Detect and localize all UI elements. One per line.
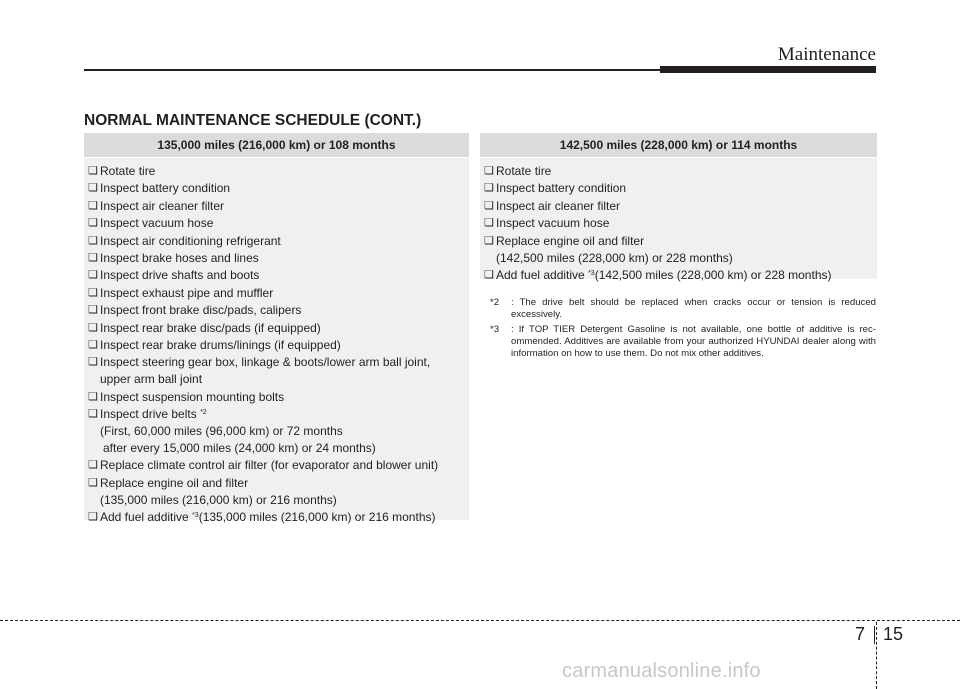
item-text: Inspect brake hoses and lines [100, 250, 259, 265]
checklist-item [84, 302, 469, 319]
item-text: Inspect front brake disc/pads, calipers [100, 303, 302, 318]
checklist-item [84, 457, 469, 474]
footnote-mark: *2 [490, 297, 500, 308]
checklist-item [84, 337, 469, 354]
footnote-reference: *2 [200, 409, 207, 417]
schedule-panel-135000 [84, 133, 469, 525]
checklist-item [84, 509, 469, 526]
checkbox-icon: ❏ [88, 304, 98, 317]
item-text: Rotate tire [496, 164, 552, 178]
item-detail: (First, 60,000 miles (96,000 km) or 72 months [100, 424, 343, 439]
footnote [490, 324, 876, 360]
checkbox-icon: ❏ [88, 286, 98, 299]
item-text: Add fuel additive [496, 267, 585, 282]
item-text: Replace engine oil and filter [100, 475, 249, 490]
checkbox-icon: ❏ [484, 268, 494, 281]
item-text: Inspect vacuum hose [100, 216, 214, 231]
checklist-item [84, 354, 469, 388]
footnote [490, 297, 876, 321]
item-detail: (142,500 miles (228,000 km) or 228 months) [496, 250, 733, 265]
checklist-item [84, 163, 469, 180]
item-text: Inspect drive shafts and boots [100, 268, 260, 283]
footer-dashed-rule [0, 620, 960, 621]
checklist [480, 158, 877, 284]
item-text: Inspect vacuum hose [496, 216, 610, 231]
item-text: Add fuel additive [100, 510, 189, 525]
checkbox-icon: ❏ [484, 199, 494, 212]
header-rule-thick [660, 66, 876, 73]
item-text: Inspect battery condition [100, 181, 231, 196]
item-text: Inspect drive belts [100, 407, 197, 422]
checklist-item [84, 406, 469, 457]
checkbox-icon: ❏ [88, 356, 98, 369]
checkbox-icon: ❏ [88, 338, 98, 351]
section-title: NORMAL MAINTENANCE SCHEDULE (CONT.) [84, 112, 422, 129]
checklist-item [480, 215, 877, 232]
checklist-item [84, 250, 469, 267]
checklist-item [84, 180, 469, 197]
footnote-mark: *3 [490, 324, 500, 335]
checklist-item [84, 233, 469, 250]
checkbox-icon: ❏ [88, 251, 98, 264]
item-text: Inspect battery condition [496, 181, 627, 196]
page-number: 15 [883, 624, 904, 644]
item-text: Inspect steering gear box, linkage & boots/lower arm ball joint, [100, 355, 431, 370]
checklist-item [480, 233, 877, 267]
checkbox-icon: ❏ [88, 459, 98, 472]
checklist-item [480, 198, 877, 215]
checkbox-icon: ❏ [88, 511, 98, 524]
item-detail: upper arm ball joint [100, 372, 203, 387]
checkbox-icon: ❏ [88, 476, 98, 489]
item-text: Inspect air conditioning refrigerant [100, 233, 281, 248]
chapter-number: 7 [855, 624, 866, 644]
checkbox-icon: ❏ [484, 234, 494, 247]
checklist-item [84, 198, 469, 215]
checkbox-icon: ❏ [88, 199, 98, 212]
checklist-item [84, 267, 469, 284]
checkbox-icon: ❏ [88, 234, 98, 247]
page-header-title: Maintenance [777, 44, 876, 65]
checkbox-icon: ❏ [88, 408, 98, 421]
item-text: Replace climate control air filter (for evaporator and blower unit) [100, 458, 439, 473]
checklist-item [84, 320, 469, 337]
item-text: Replace engine oil and filter [496, 233, 645, 248]
checklist-item [480, 180, 877, 197]
footnotes [490, 297, 876, 363]
item-text: Inspect air cleaner filter [100, 198, 225, 213]
item-detail: (135,000 miles (216,000 km) or 216 months) [198, 510, 436, 525]
schedule-panel-142500 [480, 133, 877, 282]
item-text: Inspect air cleaner filter [496, 198, 621, 213]
checklist-item [84, 389, 469, 406]
footnote-text: : The drive belt should be replaced when cracks occur or tension is reduced excessively. [511, 297, 876, 320]
checkbox-icon: ❏ [88, 390, 98, 403]
item-detail: after every 15,000 miles (24,000 km) or 24 months) [103, 441, 376, 456]
watermark-text: carmanualsonline.info [562, 660, 761, 682]
checklist-item [84, 285, 469, 302]
checklist-item [480, 163, 877, 180]
checkbox-icon: ❏ [484, 182, 494, 195]
item-text: Inspect rear brake disc/pads (if equipped) [100, 320, 321, 335]
page-number-divider [874, 626, 875, 644]
footnote-reference: *3 [588, 269, 595, 277]
footnote-text: : If TOP TIER Detergent Gasoline is not available, one bottle of additive is rec-ommended. Additives are available from your authorized HYUNDAI dealer along with information on how to use them. Do not mix other additives. [511, 324, 876, 359]
checklist-item [84, 475, 469, 509]
item-detail: (142,500 miles (228,000 km) or 228 months) [594, 267, 832, 282]
item-text: Inspect exhaust pipe and muffler [100, 285, 274, 300]
checkbox-icon: ❏ [88, 182, 98, 195]
item-text: Rotate tire [100, 164, 156, 178]
checklist-item [84, 215, 469, 232]
checkbox-icon: ❏ [88, 321, 98, 334]
checkbox-icon: ❏ [484, 165, 494, 177]
checkbox-icon: ❏ [484, 217, 494, 230]
footer-dashed-vertical-rule [876, 622, 877, 689]
checkbox-icon: ❏ [88, 165, 98, 177]
item-detail: (135,000 miles (216,000 km) or 216 months) [100, 492, 337, 507]
footnote-reference: *3 [192, 512, 199, 520]
checkbox-icon: ❏ [88, 269, 98, 282]
checklist [84, 158, 469, 526]
panel-heading: 135,000 miles (216,000 km) or 108 months [84, 133, 469, 158]
header-rule-thin [84, 69, 660, 71]
item-text: Inspect suspension mounting bolts [100, 389, 285, 404]
checkbox-icon: ❏ [88, 217, 98, 230]
item-text: Inspect rear brake drums/linings (if equipped) [100, 337, 341, 352]
checklist-item [480, 267, 877, 284]
panel-heading: 142,500 miles (228,000 km) or 114 months [480, 133, 877, 158]
